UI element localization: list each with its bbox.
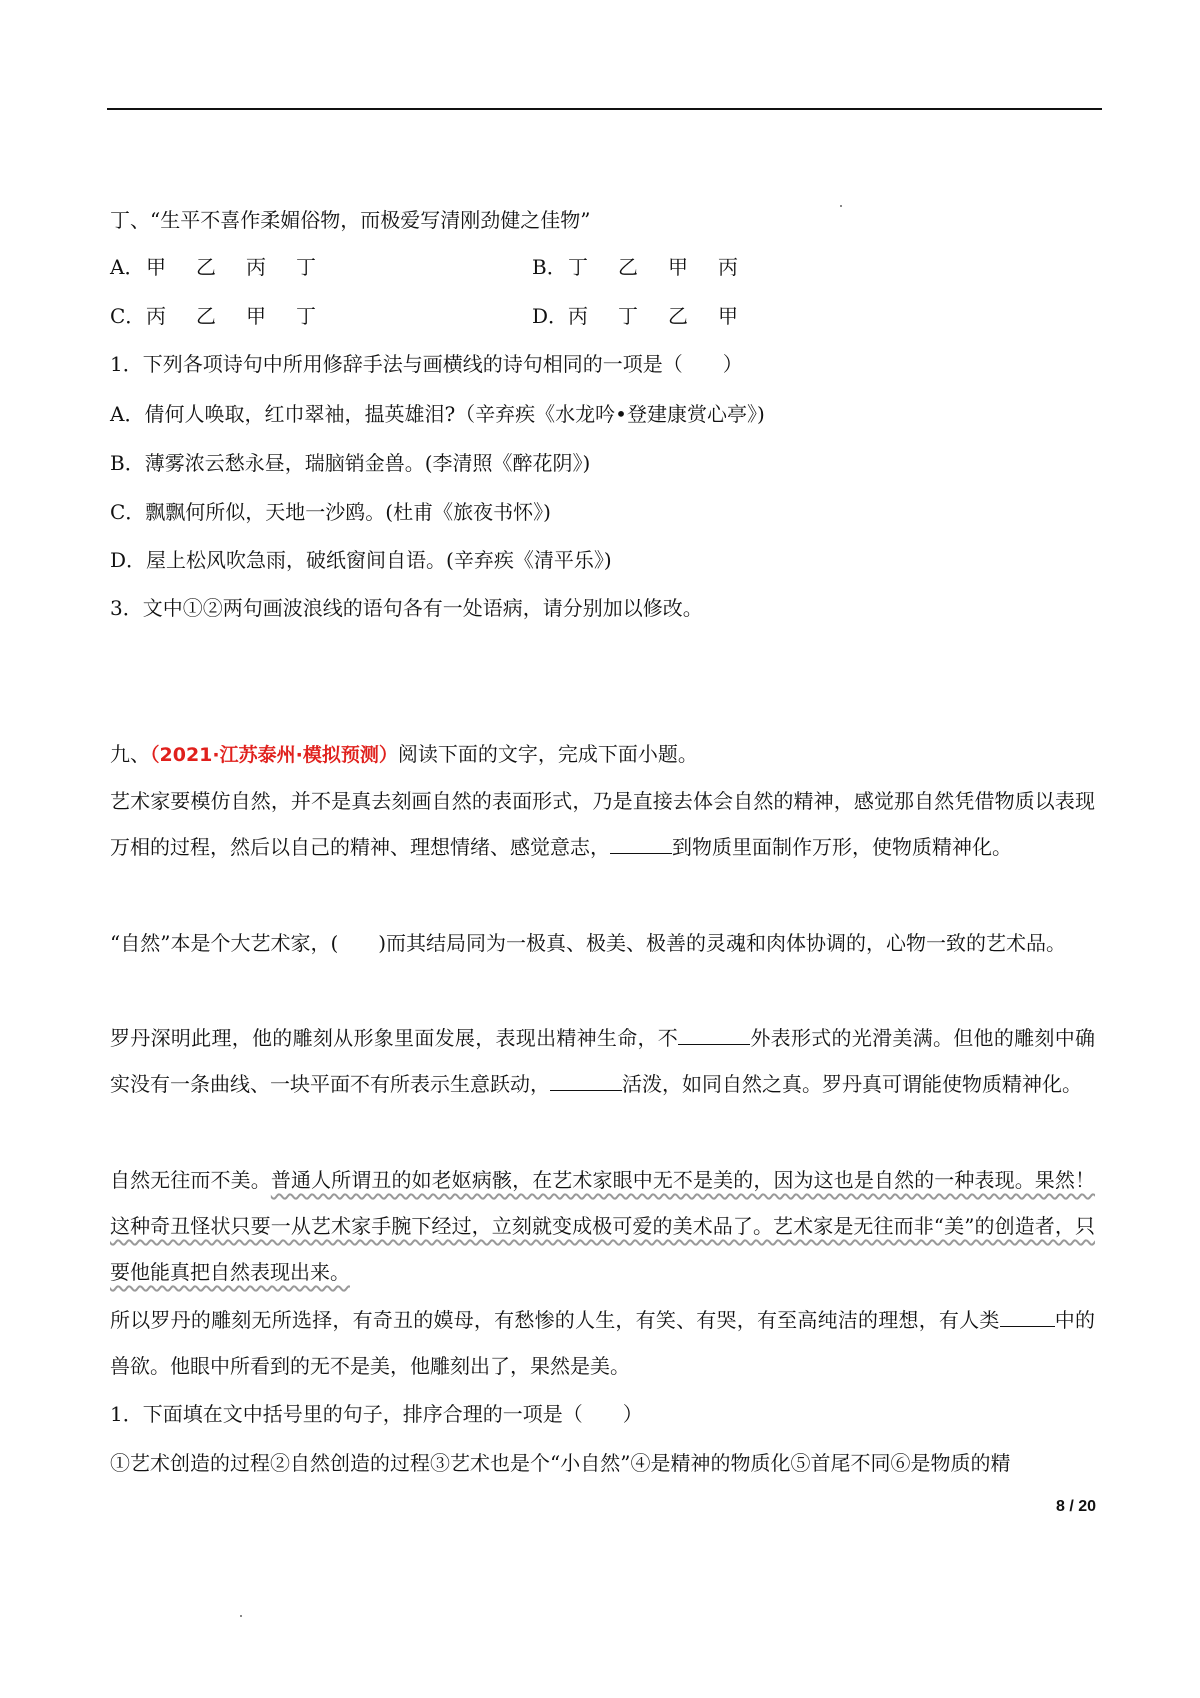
option-key: D． — [532, 304, 569, 328]
q1-option-d: D．屋上松风吹急雨，破纸窗间自语。(辛弃疾《清平乐》) — [110, 548, 612, 572]
question-3: 3．文中①②两句画波浪线的语句各有一处语病，请分别加以修改。 — [110, 596, 703, 620]
scan-speck — [240, 1615, 242, 1617]
q1-option-a: A．倩何人唤取，红巾翠袖，揾英雄泪?（辛弃疾《水龙吟•登建康赏心亭》) — [110, 402, 765, 426]
fill-blank — [610, 835, 672, 854]
paragraph-3: 罗丹深明此理，他的雕刻从形象里面发展，表现出精神生命，不 外表形式的光滑美满。但他的雕刻中确实没有一条曲线、一块平面不有所表示生意跃动， 活泼，如同自然之真。罗丹真可谓能使物质精神化。 — [110, 1026, 1096, 1096]
question-ding: 丁、“生平不喜作柔媚俗物，而极爱写清刚劲健之佳物” — [110, 208, 591, 232]
page-number: 8 / 20 — [1055, 1498, 1096, 1515]
fill-blank — [1000, 1308, 1055, 1327]
option-key: A． — [110, 255, 145, 279]
question-1: 1．下列各项诗句中所用修辞手法与画横线的诗句相同的一项是（ ） — [110, 352, 743, 376]
question-1-ordering: 1．下面填在文中括号里的句子，排序合理的一项是（ ） — [110, 1402, 643, 1426]
ordering-items: ①艺术创造的过程②自然创造的过程③艺术也是个“小自然”④是精神的物质化⑤首尾不同⑥是物质的精 — [110, 1451, 1011, 1475]
option-d-order: D．丙 丁 乙 甲 — [532, 304, 738, 328]
paragraph-4: 自然无往而不美。普通人所谓丑的如老妪病骸，在艺术家眼中无不是美的，因为这也是自然的一种表现。果然！这种奇丑怪状只要一从艺术家手腕下经过，立刻就变成极可爱的美术品了。艺术家是无往而非“美”的创造者，只要他能真把自然表现出来。 — [110, 1168, 1096, 1284]
scan-speck — [840, 205, 842, 207]
header-rule — [107, 108, 1102, 110]
option-a-order: A．甲 乙 丙 丁 — [110, 255, 316, 279]
section-number: 九、 — [110, 742, 150, 766]
option-key: B． — [532, 255, 567, 279]
option-c-order: C．丙 乙 甲 丁 — [110, 304, 316, 328]
section-9-heading — [110, 740, 698, 769]
q1-option-b: B．薄雾浓云愁永昼，瑞脑销金兽。(李清照《醉花阴》) — [110, 451, 591, 475]
wavy-underlined-sentence: 普通人所谓丑的如老妪病骸，在艺术家眼中无不是美的，因为这也是自然的一种表现。果然！这种奇丑怪状只要一从艺术家手腕下经过，立刻就变成极可爱的美术品了。艺术家是无往而非“美”的创造者，只要他能真把自然表现出来。 — [110, 1168, 1096, 1284]
source-tag: （2021·江苏泰州·模拟预测） — [150, 744, 398, 766]
paragraph-5: 所以罗丹的雕刻无所选择，有奇丑的嫫母，有愁惨的人生，有笑、有哭，有至高纯洁的理想，有人类 中的兽欲。他眼中所看到的无不是美，他雕刻出了，果然是美。 — [110, 1308, 1096, 1378]
fill-blank — [678, 1026, 750, 1045]
paragraph-2: “自然”本是个大艺术家，( )而其结局同为一极真、极美、极善的灵魂和肉体协调的，心物一致的艺术品。 — [110, 931, 1067, 955]
option-key: C． — [110, 304, 146, 328]
paragraph-1: 艺术家要模仿自然，并不是真去刻画自然的表面形式，乃是直接去体会自然的精神，感觉那自然凭借物质以表现万相的过程，然后以自己的精神、理想情绪、感觉意志， 到物质里面制作万形，使物质精神化。 — [110, 789, 1095, 859]
q1-option-c: C．飘飘何所似，天地一沙鸥。(杜甫《旅夜书怀》) — [110, 500, 551, 524]
section-instruction: 阅读下面的文字，完成下面小题。 — [397, 742, 698, 766]
fill-blank — [550, 1072, 622, 1091]
option-b-order: B．丁 乙 甲 丙 — [532, 255, 738, 279]
